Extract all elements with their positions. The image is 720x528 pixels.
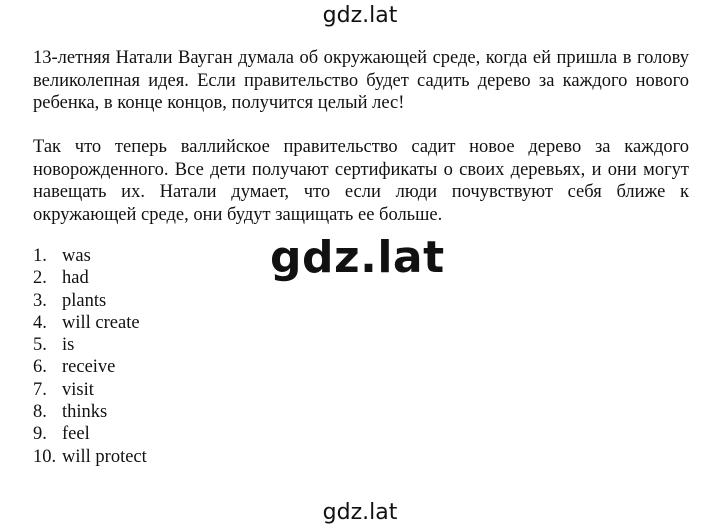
answer-text: plants — [62, 290, 107, 311]
answer-item — [33, 312, 147, 334]
answer-item — [33, 446, 147, 468]
paragraph-translation-continued: Так что теперь валлийское правительство садит новое дерево за каждого новорожденного. Все дети получают сертификаты о своих деревьях, и они могут навещать их. Натали думает, что если люди почувствуют себя ближе к окружающей среде, они будут защищать ее больше. — [33, 137, 689, 225]
answer-text: feel — [62, 424, 90, 445]
answer-text: had — [62, 268, 89, 289]
answer-item — [33, 401, 147, 423]
answer-number: 4. — [33, 312, 47, 333]
paragraph-story: 13-летняя Натали Вауган думала об окружающей среде, когда ей пришла в голову великолепная идея. Если правительство будет садить дерево за каждого нового ребенка, в конце концов, получится целый лес! — [33, 48, 689, 113]
answer-text: was — [62, 246, 91, 266]
watermark-bottom: gdz.lat — [322, 500, 398, 525]
watermark-top: gdz.lat — [322, 3, 398, 28]
answer-text: receive — [62, 357, 116, 378]
answer-number: 10. — [33, 446, 57, 467]
answer-item — [33, 267, 147, 289]
answers-list — [33, 245, 147, 468]
answer-text: will create — [62, 312, 140, 333]
answer-text: will protect — [62, 446, 147, 467]
answer-item — [33, 356, 147, 378]
answer-number: 6. — [33, 357, 47, 378]
watermark-center: gdz.lat — [270, 232, 445, 283]
answer-number: 7. — [33, 379, 47, 400]
answer-item — [33, 334, 147, 356]
answer-number: 9. — [33, 424, 47, 445]
answer-number: 3. — [33, 290, 47, 311]
answer-item — [33, 423, 147, 445]
answer-number: 5. — [33, 335, 47, 356]
answer-number: 1. — [33, 246, 47, 266]
answer-text: thinks — [62, 402, 108, 423]
answer-item — [33, 379, 147, 401]
answer-item — [33, 290, 147, 312]
answer-text: visit — [62, 379, 94, 400]
answer-number: 8. — [33, 402, 47, 423]
answer-number: 2. — [33, 268, 47, 289]
answer-text: is — [62, 335, 75, 356]
answer-item — [33, 245, 147, 267]
